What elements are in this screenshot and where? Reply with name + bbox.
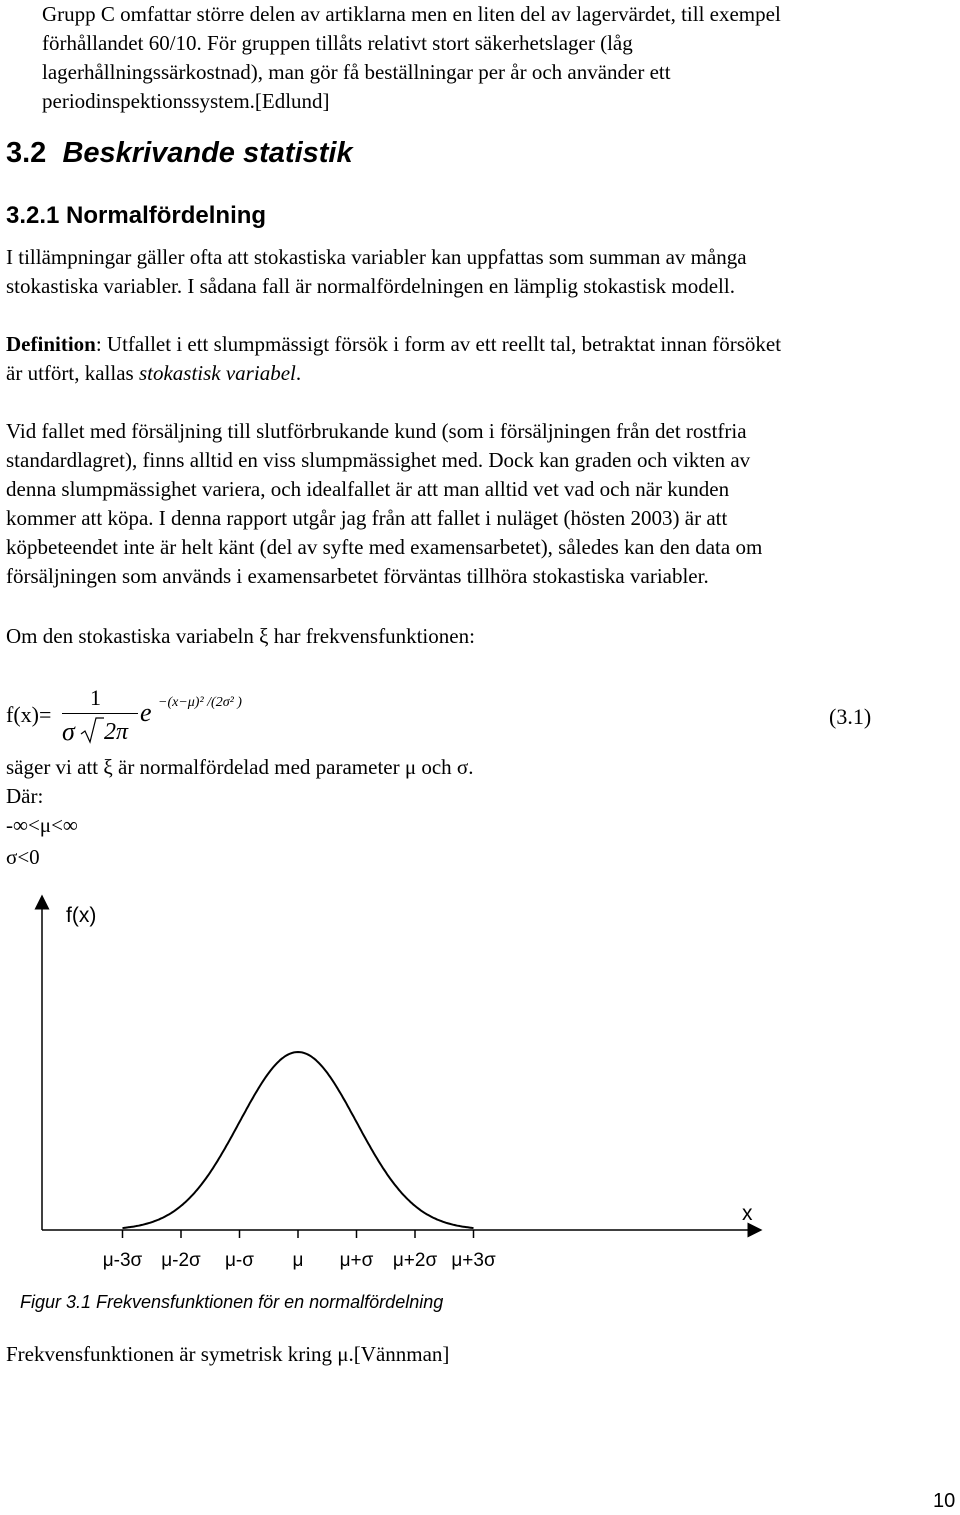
section-number: 3.2 xyxy=(6,137,47,169)
paragraph-frequency-intro: Om den stokastiska variabeln ξ har frekvensfunktionen: xyxy=(6,624,475,648)
figure-caption: Figur 3.1 Frekvensfunktionen för en normalfördelning xyxy=(20,1292,444,1312)
paragraph-line: I tillämpningar gäller ofta att stokastiska variabler kan uppfattas som summan av många xyxy=(6,245,747,269)
normal-distribution-chart xyxy=(0,890,960,1290)
section-heading xyxy=(6,137,353,170)
x-tick-label: μ+σ xyxy=(339,1250,374,1271)
x-tick-label: μ-2σ xyxy=(161,1250,201,1271)
paragraph-line: Vid fallet med försäljning till slutförbrukande kund (som i försäljningen från det rostfria xyxy=(6,419,747,443)
formula-sigma: σ xyxy=(62,717,75,746)
formula-lhs: f(x)= xyxy=(6,702,52,727)
definition-paragraph xyxy=(6,330,951,388)
paragraph-sales xyxy=(6,417,951,591)
x-tick-label: μ xyxy=(292,1250,304,1271)
paragraph-line: denna slumpmässighet variera, och idealfallet är att man alltid vet vad och när kunden xyxy=(6,477,730,501)
paragraph-intro-normal xyxy=(6,243,951,301)
definition-text: är utfört, kallas xyxy=(6,361,139,385)
formula-root: 2π xyxy=(104,719,129,745)
definition-label: Definition xyxy=(6,332,96,356)
sigma-condition: σ<0 xyxy=(6,845,40,869)
section-title: Beskrivande statistik xyxy=(62,137,353,169)
paragraph-line: försäljningen som används i examensarbetet förväntas tillhöra stokastiska variabler. xyxy=(6,564,709,588)
x-tick-label: μ-3σ xyxy=(102,1250,143,1271)
mu-condition: -∞<μ<∞ xyxy=(6,813,78,837)
intro-paragraph xyxy=(42,0,942,116)
density-curve xyxy=(123,1052,474,1228)
paragraph-symmetry: Frekvensfunktionen är symetrisk kring μ.[Vännman] xyxy=(6,1342,450,1366)
x-tick-label: μ+3σ xyxy=(451,1250,496,1271)
definition-text: : Utfallet i ett slumpmässigt försök i form av ett reellt tal, betraktat innan försöket xyxy=(95,332,782,356)
x-axis-label: x xyxy=(742,1202,753,1225)
paragraph-where: Där: xyxy=(6,784,44,808)
intro-line: periodinspektionssystem.[Edlund] xyxy=(42,89,330,113)
definition-term: stokastisk variabel xyxy=(138,361,296,385)
paragraph-line: kommer att köpa. I denna rapport utgår jag från att fallet i nuläget (hösten 2003) är att xyxy=(6,506,728,530)
formula-exponent: −(x−μ)² /(2σ² ) xyxy=(158,695,242,710)
paragraph-line: stokastiska variabler. I sådana fall är normalfördelningen en lämplig stokastisk modell. xyxy=(6,274,735,298)
formula-base: e xyxy=(140,698,152,727)
intro-line: förhållandet 60/10. För gruppen tillåts relativt stort säkerhetslager (låg xyxy=(42,31,633,55)
sqrt-sign-icon xyxy=(80,716,104,744)
paragraph-line: standardlagret), finns alltid en viss slumpmässighet med. Dock kan graden och vikten av xyxy=(6,448,751,472)
intro-line: Grupp C omfattar större delen av artiklarna men en liten del av lagervärdet, till exempel xyxy=(42,2,781,26)
fraction-bar xyxy=(62,713,138,714)
paragraph-line: köpbeteendet inte är helt känt (del av syfte med examensarbetet), således kan den data om xyxy=(6,535,763,559)
equation-3-1 xyxy=(6,680,956,755)
subsection-heading: 3.2.1 Normalfördelning xyxy=(6,202,267,229)
x-tick-label: μ+2σ xyxy=(392,1250,438,1271)
formula-numerator: 1 xyxy=(90,685,101,710)
definition-end: . xyxy=(295,361,302,385)
page-number: 10 xyxy=(933,1490,956,1512)
paragraph-normal-statement: säger vi att ξ är normalfördelad med parameter μ och σ. xyxy=(6,755,474,779)
x-tick-label: μ-σ xyxy=(224,1250,255,1271)
intro-line: lagerhållningssärkostnad), man gör få beställningar per år och använder ett xyxy=(42,60,671,84)
y-axis-label: f(x) xyxy=(66,904,97,927)
equation-number: (3.1) xyxy=(829,704,872,729)
